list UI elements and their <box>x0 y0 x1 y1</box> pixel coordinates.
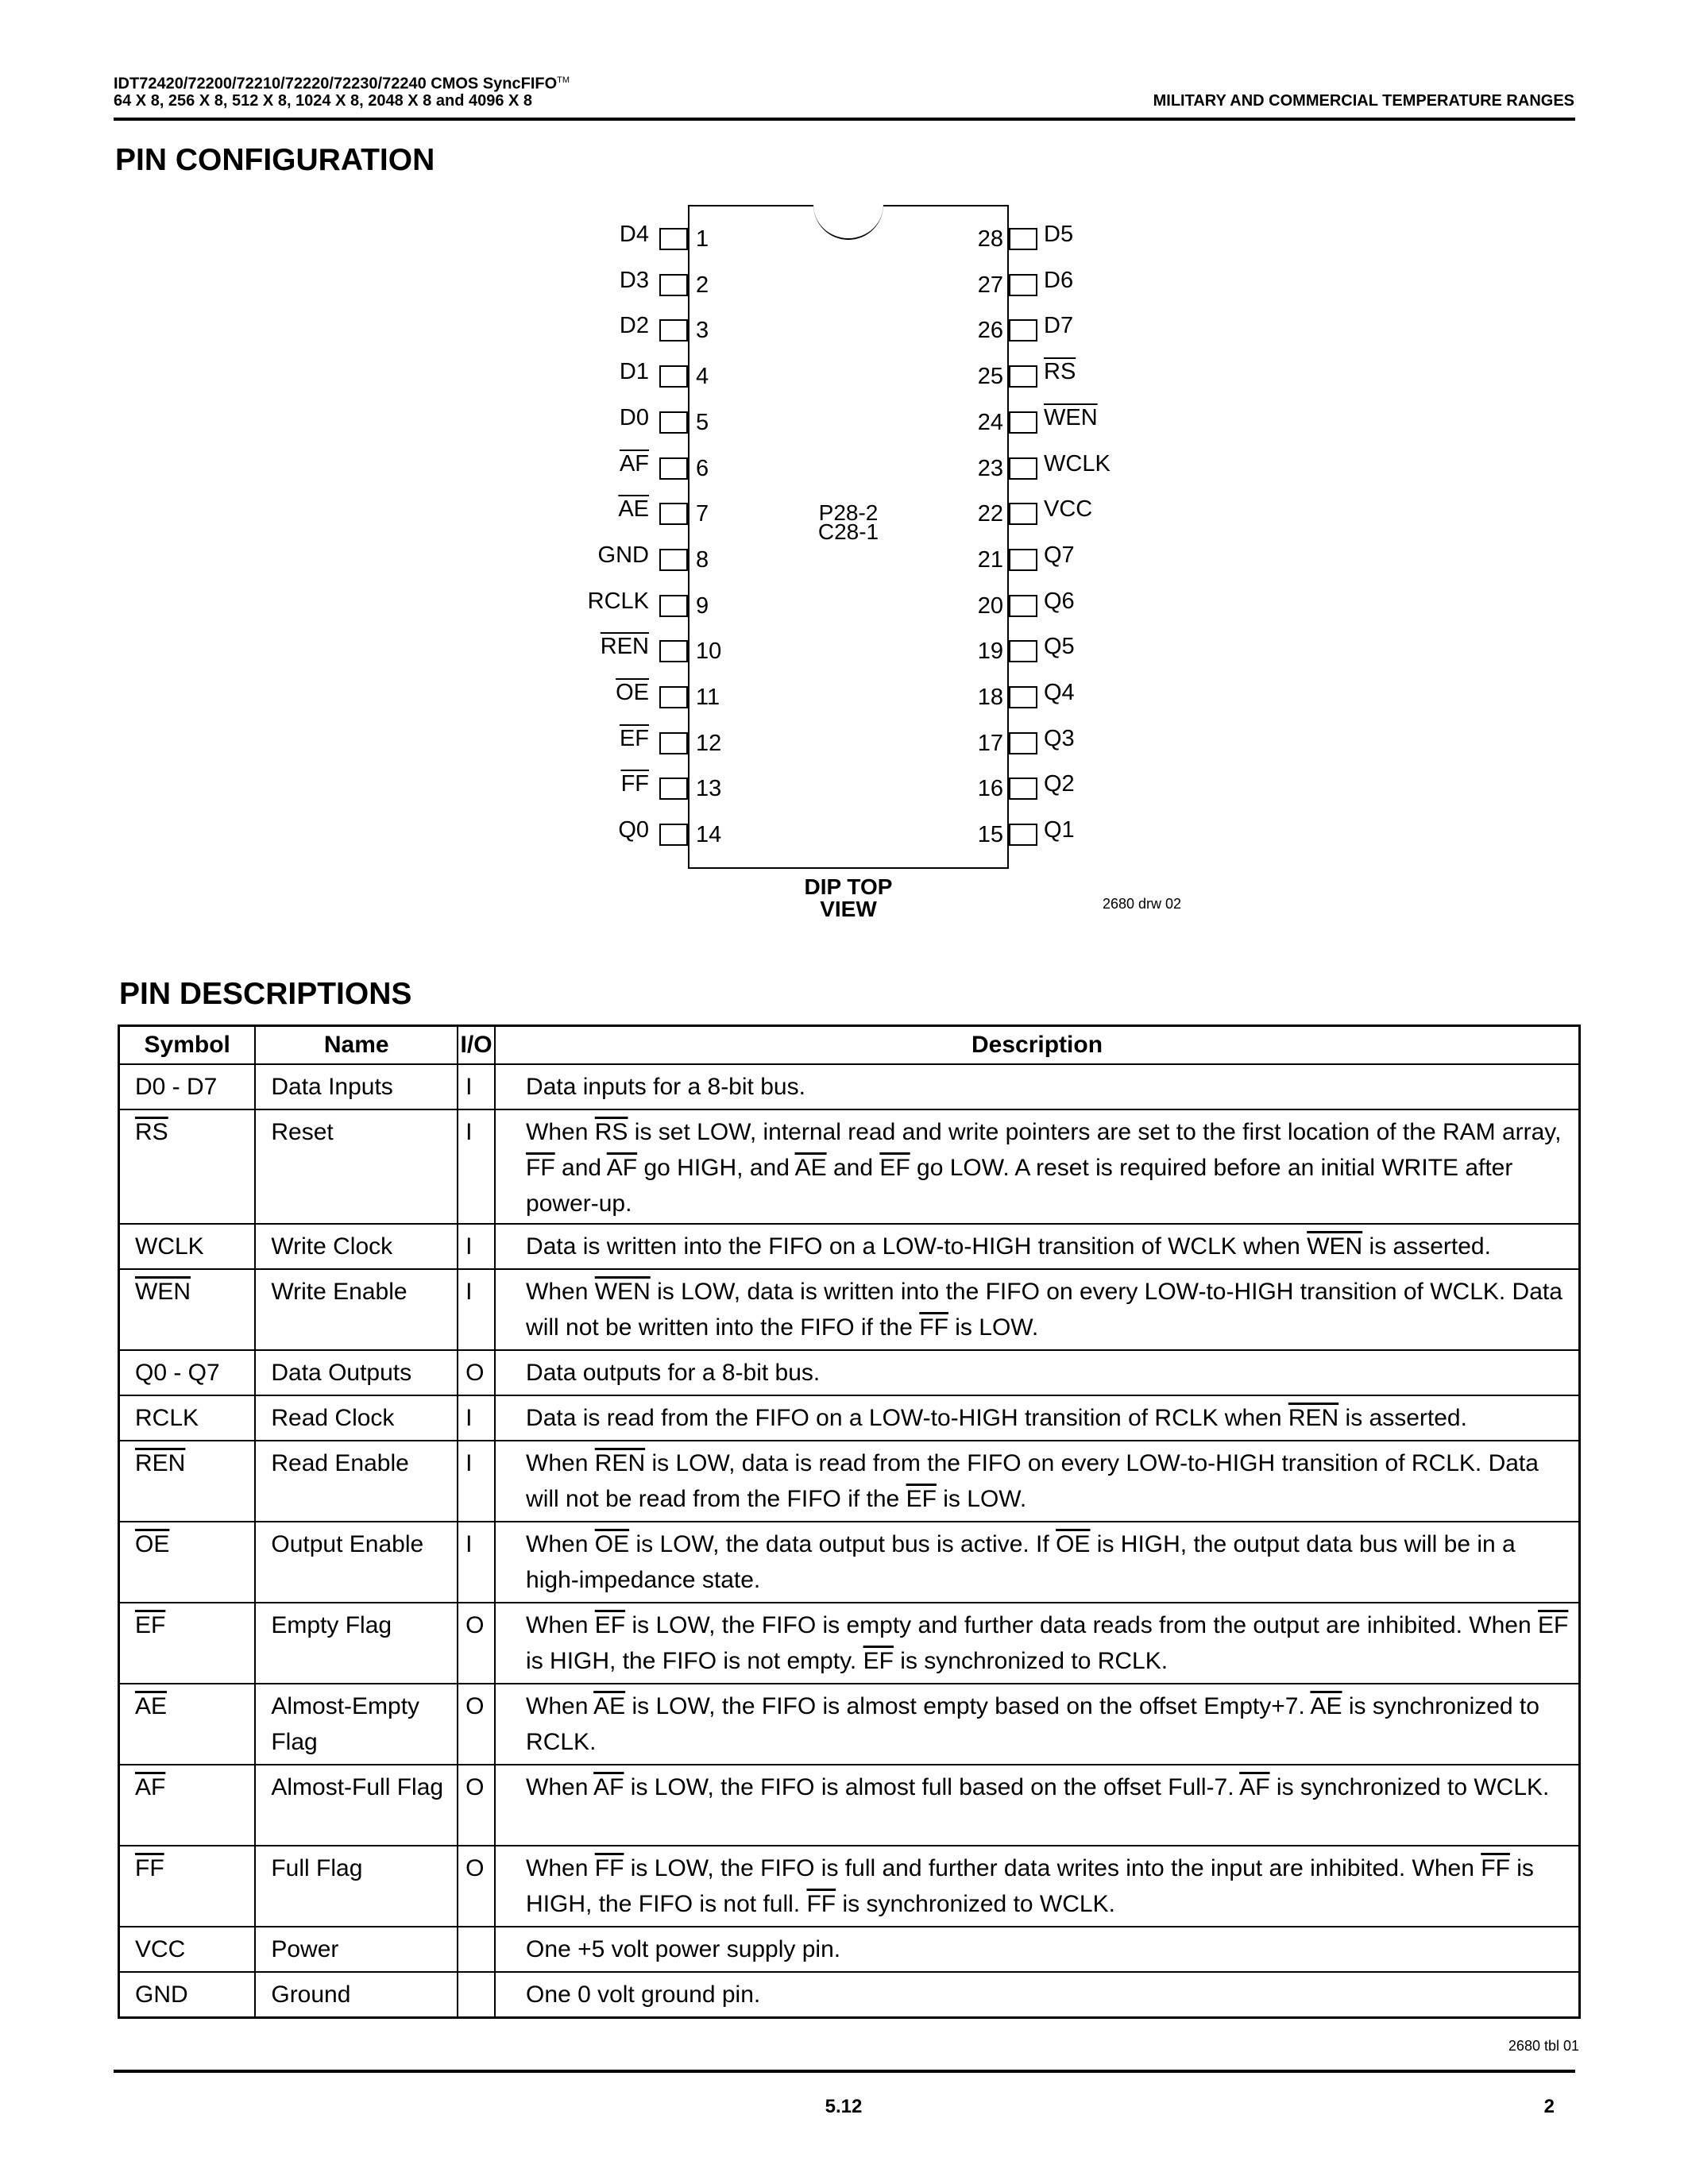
pin-number: 1 <box>696 226 709 252</box>
pin-box <box>1009 228 1037 250</box>
table-row <box>119 1350 1580 1395</box>
pin-number: 22 <box>977 501 1003 527</box>
pin-label: D5 <box>1044 222 1074 247</box>
symbol-cell: $\overline{WEN}$ <box>119 1269 256 1350</box>
footer-rule <box>114 2070 1575 2073</box>
pin-number: 3 <box>696 318 709 344</box>
name-cell: Almost-Empty Flag <box>255 1684 458 1765</box>
pin-label: D0 <box>619 404 649 430</box>
pin-box <box>659 503 688 525</box>
description-cell: Data is written into the FIFO on a LOW-to-HIGH transition of WCLK when $\overline{WEN}$ is asserted. <box>495 1224 1579 1269</box>
pin-label: $\overline{EF}$ <box>619 725 649 751</box>
pin-box <box>659 411 688 434</box>
name-cell: Read Clock <box>255 1395 458 1441</box>
table-row <box>119 1603 1580 1684</box>
pin-label: Q7 <box>1044 542 1075 568</box>
description-cell: When $\overline{OE}$ is LOW, the data output bus is active. If $\overline{OE}$ is HIGH, the output data bus will be in a high-impedance state. <box>495 1522 1579 1603</box>
symbol-cell: WCLK <box>119 1224 256 1269</box>
name-cell: Reset <box>255 1109 458 1224</box>
description-cell: When $\overline{AE}$ is LOW, the FIFO is almost empty based on the offset Empty+7. $\overline{AE}$ is synchronized to RCLK. <box>495 1684 1579 1765</box>
pin-number: 8 <box>696 546 709 573</box>
pin-box <box>659 595 688 617</box>
pin-box <box>1009 732 1037 754</box>
pin-number: 11 <box>696 685 720 710</box>
io-cell: I <box>458 1064 495 1109</box>
pin-label: D4 <box>619 222 649 247</box>
symbol-cell: $\overline{OE}$ <box>119 1522 256 1603</box>
name-cell: Ground <box>255 1972 458 2017</box>
pin-box <box>659 228 688 250</box>
pin-label: GND <box>597 542 649 568</box>
name-cell: Output Enable <box>255 1522 458 1603</box>
package-code-p28: P28-2 <box>818 500 879 525</box>
name-cell: Data Inputs <box>255 1064 458 1109</box>
name-cell: Data Outputs <box>255 1350 458 1395</box>
io-cell: I <box>458 1395 495 1441</box>
table-row <box>119 1765 1580 1846</box>
description-cell: Data inputs for a 8-bit bus. <box>495 1064 1579 1109</box>
pin-label: $\overline{REN}$ <box>600 634 649 660</box>
pin-number: 24 <box>977 409 1003 435</box>
symbol-cell: RCLK <box>119 1395 256 1441</box>
pin-label: D6 <box>1044 267 1074 293</box>
symbol-cell: $\overline{FF}$ <box>119 1846 256 1927</box>
pin-box <box>1009 411 1037 434</box>
name-cell: Full Flag <box>255 1846 458 1927</box>
pin-box <box>659 686 688 708</box>
pin-box <box>659 778 688 800</box>
pin-number: 21 <box>977 546 1003 573</box>
column-header: I/O <box>458 1026 495 1065</box>
pin-box <box>1009 365 1037 388</box>
pin-number: 20 <box>977 592 1003 619</box>
name-cell: Write Enable <box>255 1269 458 1350</box>
column-header: Symbol <box>119 1026 256 1065</box>
pin-number: 25 <box>977 364 1003 390</box>
name-cell: Almost-Full Flag <box>255 1765 458 1846</box>
pin-label: $\overline{AF}$ <box>619 450 649 477</box>
description-cell: When $\overline{AF}$ is LOW, the FIFO is almost full based on the offset Full-7. $\overline{AF}$ is synchronized to WCLK. <box>495 1765 1579 1846</box>
pin-label: Q3 <box>1044 725 1075 751</box>
pin-number: 28 <box>977 226 1003 252</box>
table-row <box>119 1224 1580 1269</box>
pin-label: Q0 <box>618 817 649 843</box>
pin-label: D7 <box>1044 313 1074 339</box>
pin-number: 12 <box>696 730 722 756</box>
io-cell: I <box>458 1109 495 1224</box>
io-cell: I <box>458 1269 495 1350</box>
pin-label: Q4 <box>1044 680 1075 705</box>
name-cell: Empty Flag <box>255 1603 458 1684</box>
pin-description-table <box>118 1024 1581 2019</box>
doc-subtitle: 64 X 8, 256 X 8, 512 X 8, 1024 X 8, 2048 X 8 and 4096 X 8 <box>114 92 533 110</box>
pin-box <box>659 824 688 846</box>
section-number: 5.12 <box>825 2096 863 2117</box>
pin-label: Q6 <box>1044 588 1075 614</box>
symbol-cell: GND <box>119 1972 256 2017</box>
pin-number: 14 <box>696 822 722 848</box>
symbol-cell: $\overline{REN}$ <box>119 1441 256 1522</box>
table-row <box>119 1109 1580 1224</box>
symbol-cell: $\overline{AF}$ <box>119 1765 256 1846</box>
symbol-cell: $\overline{AE}$ <box>119 1684 256 1765</box>
pin-label: Q1 <box>1044 817 1075 843</box>
pin-number: 6 <box>696 455 709 481</box>
name-cell: Write Clock <box>255 1224 458 1269</box>
pin-box <box>659 319 688 341</box>
pin-label: $\overline{AE}$ <box>618 496 649 523</box>
pin-box <box>659 640 688 662</box>
pin-number: 15 <box>977 822 1003 848</box>
pin-box <box>1009 824 1037 846</box>
pin-box <box>1009 503 1037 525</box>
pin-box <box>1009 549 1037 571</box>
description-cell: When $\overline{WEN}$ is LOW, data is written into the FIFO on every LOW-to-HIGH transition of WCLK. Data will not be written into the FIFO if the $\overline{FF}$ is LOW. <box>495 1269 1579 1350</box>
description-cell: When $\overline{RS}$ is set LOW, internal read and write pointers are set to the first location of the RAM array, $\overline{FF}$ and $\overline{AF}$ go HIGH, and $\overline{AE}$ and $\overline{EF}$ go LOW. A reset is required before an initial WRITE after power-up. <box>495 1109 1579 1224</box>
page-number: 2 <box>1543 2096 1555 2117</box>
drawing-id: 2680 drw 02 <box>1103 896 1182 912</box>
table-row <box>119 1064 1580 1109</box>
diagram-caption-line1: DIP TOP <box>804 874 893 899</box>
io-cell <box>458 1927 495 1972</box>
temperature-range-label: MILITARY AND COMMERCIAL TEMPERATURE RANGES <box>1153 92 1574 110</box>
pin-label: WCLK <box>1044 450 1111 477</box>
column-header: Name <box>255 1026 458 1065</box>
pin-number: 10 <box>696 639 722 665</box>
table-header-row <box>119 1026 1580 1065</box>
pin-label: $\overline{OE}$ <box>616 680 649 705</box>
doc-title: IDT72420/72200/72210/72220/72230/72240 CMOS SyncFIFO™ <box>114 75 570 93</box>
description-cell: When $\overline{FF}$ is LOW, the FIFO is full and further data writes into the input are inhibited. When $\overline{FF}$ is HIGH, the FIFO is not full. $\overline{FF}$ is synchronized to WCLK. <box>495 1846 1579 1927</box>
io-cell: I <box>458 1522 495 1603</box>
pin-box <box>659 457 688 480</box>
table-row <box>119 1522 1580 1603</box>
io-cell: O <box>458 1765 495 1846</box>
pin-number: 26 <box>977 318 1003 344</box>
io-cell: I <box>458 1224 495 1269</box>
pin-label: $\overline{WEN}$ <box>1044 404 1098 430</box>
pin-label: D1 <box>619 359 649 385</box>
description-cell: Data is read from the FIFO on a LOW-to-HIGH transition of RCLK when $\overline{REN}$ is asserted. <box>495 1395 1579 1441</box>
table-row <box>119 1441 1580 1522</box>
diagram-caption-line2: VIEW <box>820 897 877 921</box>
table-row <box>119 1972 1580 2017</box>
pin-box <box>1009 319 1037 341</box>
symbol-cell: $\overline{RS}$ <box>119 1109 256 1224</box>
description-cell: One +5 volt power supply pin. <box>495 1927 1579 1972</box>
io-cell <box>458 1972 495 2017</box>
io-cell: O <box>458 1684 495 1765</box>
pin-number: 5 <box>696 409 709 435</box>
pin-label: $\overline{FF}$ <box>620 771 649 797</box>
io-cell: I <box>458 1441 495 1522</box>
name-cell: Power <box>255 1927 458 1972</box>
io-cell: O <box>458 1350 495 1395</box>
pin-box <box>659 549 688 571</box>
pin-box <box>659 732 688 754</box>
table-row <box>119 1269 1580 1350</box>
pin-box <box>1009 595 1037 617</box>
description-cell: One 0 volt ground pin. <box>495 1972 1579 2017</box>
pin-descriptions-heading: PIN DESCRIPTIONS <box>119 977 412 1011</box>
symbol-cell: $\overline{EF}$ <box>119 1603 256 1684</box>
description-cell: When $\overline{REN}$ is LOW, data is read from the FIFO on every LOW-to-HIGH transition of RCLK. Data will not be read from the FIFO if the $\overline{EF}$ is LOW. <box>495 1441 1579 1522</box>
table-row <box>119 1684 1580 1765</box>
description-cell: Data outputs for a 8-bit bus. <box>495 1350 1579 1395</box>
pin-label: D2 <box>619 313 649 339</box>
pin-number: 16 <box>977 776 1003 802</box>
pin-number: 2 <box>696 272 709 298</box>
pin-label: RCLK <box>587 588 649 614</box>
table-row <box>119 1395 1580 1441</box>
pin-box <box>1009 686 1037 708</box>
pin-number: 18 <box>977 685 1003 710</box>
pin-label: $\overline{RS}$ <box>1044 359 1076 385</box>
table-row <box>119 1927 1580 1972</box>
pin-number: 23 <box>977 455 1003 481</box>
pin-number: 4 <box>696 364 709 390</box>
io-cell: O <box>458 1846 495 1927</box>
table-row <box>119 1846 1580 1927</box>
symbol-cell: Q0 - Q7 <box>119 1350 256 1395</box>
pin-label: Q2 <box>1044 771 1075 797</box>
pin-box <box>1009 640 1037 662</box>
name-cell: Read Enable <box>255 1441 458 1522</box>
pin-box <box>1009 457 1037 480</box>
symbol-cell: D0 - D7 <box>119 1064 256 1109</box>
pin-label: VCC <box>1044 496 1093 523</box>
io-cell: O <box>458 1603 495 1684</box>
pin-box <box>659 274 688 296</box>
pin-number: 19 <box>977 639 1003 665</box>
pin-number: 13 <box>696 776 722 802</box>
pin-label: D3 <box>619 267 649 293</box>
header-rule <box>114 118 1575 121</box>
pin-number: 27 <box>977 272 1003 298</box>
package-code-c28: C28-1 <box>817 519 879 544</box>
column-header: Description <box>495 1026 1579 1065</box>
pin-label: Q5 <box>1044 634 1075 660</box>
description-cell: When $\overline{EF}$ is LOW, the FIFO is empty and further data reads from the output are inhibited. When $\overline{EF}$ is HIGH, the FIFO is not empty. $\overline{EF}$ is synchronized to RCLK. <box>495 1603 1579 1684</box>
pin-number: 17 <box>977 730 1003 756</box>
symbol-cell: VCC <box>119 1927 256 1972</box>
pin-box <box>1009 778 1037 800</box>
pin-number: 7 <box>696 501 709 527</box>
table-id: 2680 tbl 01 <box>1508 2038 1579 2054</box>
pin-configuration-heading: PIN CONFIGURATION <box>115 143 435 177</box>
pin-number: 9 <box>696 592 709 619</box>
pin-box <box>659 365 688 388</box>
pin-box <box>1009 274 1037 296</box>
